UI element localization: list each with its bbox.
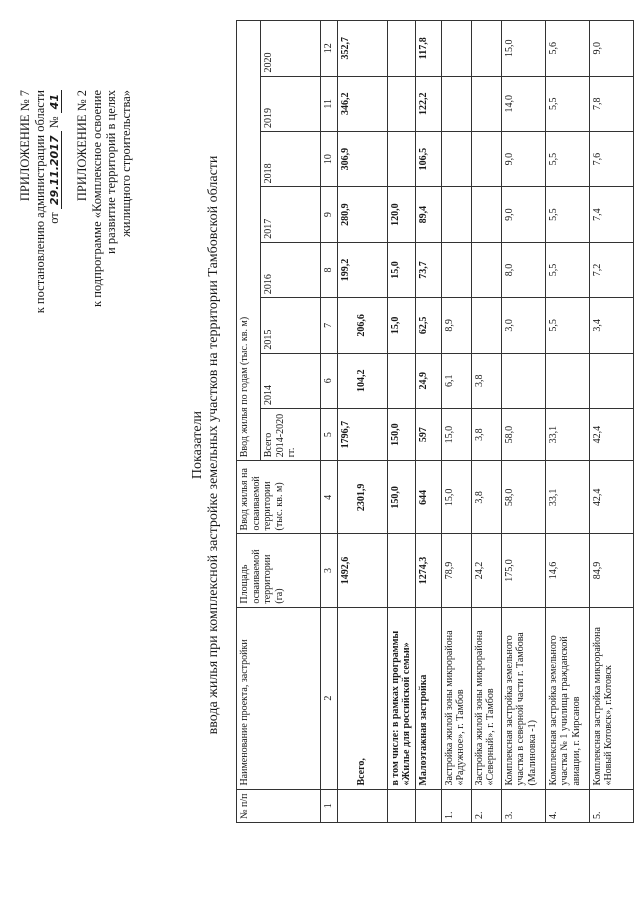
column-number: 11 [321,76,338,131]
table-row: 1. Застройка жилой зоны микрорайона «Радужное», г. Тамбов 78,9 15,0 15,0 6,1 8,9 [441,21,471,823]
title-line-1: Показатели [190,410,205,480]
row-name: Комплексная застройка микрорайона «Новый Котовск», г.Котовск [589,607,633,789]
row-name: Всего, [337,607,387,789]
row-name: Застройка жилой зоны микрорайона «Северный», г. Тамбов [471,607,501,789]
row-name: Комплексная застройка земельного участка в северной части г. Тамбова (Малиновка -1) [501,607,545,789]
header-total: Всего 2014-2020 гг. [261,408,321,460]
document-title [190,45,222,845]
column-number: 9 [321,187,338,242]
handwritten-date: 29.11.2017 [48,132,62,210]
column-number: 2 [321,607,338,789]
header-year: 2017 [261,187,321,242]
header-num: № п/п [237,789,321,822]
appendix-7-date-line: от 29.11.2017 № 41 [47,90,63,313]
table-row-lowrise: Малоэтажная застройка 1274,3 644 597 24,9 62,5 73,7 89,4 106,5 122,2 117,8 [415,21,441,823]
header-year: 2018 [261,131,321,186]
table-row: 4. Комплексная застройка земельного участка № 1 училища гражданской авиации, г. Кирсанов 14,6 33,1 33,1 5,5 5,5 5,5 5,5 5,5 5,6 [545,21,589,823]
header-by-years: Ввод жилья по годам (тыс. кв. м) [237,21,261,461]
column-number: 1 [321,789,338,822]
header-name: Наименование проекта, застройки [237,607,321,789]
column-number: 12 [321,21,338,77]
table-row-program: в том числе: в рамках программы «Жилье для российской семьи» 150,0 150,0 15,0 15,0 120,0 [387,21,415,823]
header-year: 2020 [261,21,321,77]
header-year: 2016 [261,242,321,297]
appendix-2-title: ПРИЛОЖЕНИЕ № 2 [75,90,89,202]
row-name: Малоэтажная застройка [415,607,441,789]
appendix-2-header: ПРИЛОЖЕНИЕ № 2 к подпрограмме «Комплексное освоение и развитие территорий в целях жилищного строительства» [75,90,133,307]
table-row: 5. Комплексная застройка микрорайона «Новый Котовск», г.Котовск 84,9 42,4 42,4 3,4 7,2 7,4 7,6 7,8 9,0 [589,21,633,823]
table-row: 2. Застройка жилой зоны микрорайона «Северный», г. Тамбов 24,2 3,8 3,8 3,8 [471,21,501,823]
column-number: 6 [321,353,338,408]
column-number-row [321,21,338,823]
column-number: 3 [321,534,338,607]
appendix-7-subtitle: к постановлению администрации области [32,90,47,314]
header-area: Площадь осваиваемой территории (га) [237,534,321,607]
title-line-2: ввода жилья при комплексной застройке земельных участков на территории Тамбовской области [206,155,221,735]
column-number: 4 [321,461,338,534]
appendix-7-title: ПРИЛОЖЕНИЕ № 7 [18,90,32,202]
table-row: 3. Комплексная застройка земельного участка в северной части г. Тамбова (Малиновка -1) 175,0 58,0 58,0 3,0 8,0 9,0 9,0 14,0 15,0 [501,21,545,823]
header-year: 2014 [261,353,321,408]
column-number: 5 [321,408,338,460]
header-year: 2015 [261,298,321,353]
header-housing: Ввод жилья на осваиваемой территории (тыс. кв. м) [237,461,321,534]
table-body [337,21,633,823]
table-row-total: Всего, 1492,6 2301,9 1796,7 104,2 206,6 199,2 280,9 306,9 346,2 352,7 [337,21,387,823]
column-number: 7 [321,298,338,353]
header-year: 2019 [261,76,321,131]
housing-indicators-table [236,20,634,823]
handwritten-number: 41 [48,90,62,113]
row-name: Застройка жилой зоны микрорайона «Радужное», г. Тамбов [441,607,471,789]
row-name: в том числе: в рамках программы «Жилье для российской семьи» [387,607,415,789]
column-number: 10 [321,131,338,186]
row-name: Комплексная застройка земельного участка № 1 училища гражданской авиации, г. Кирсанов [545,607,589,789]
appendix-7-header [18,90,63,313]
column-number: 8 [321,242,338,297]
